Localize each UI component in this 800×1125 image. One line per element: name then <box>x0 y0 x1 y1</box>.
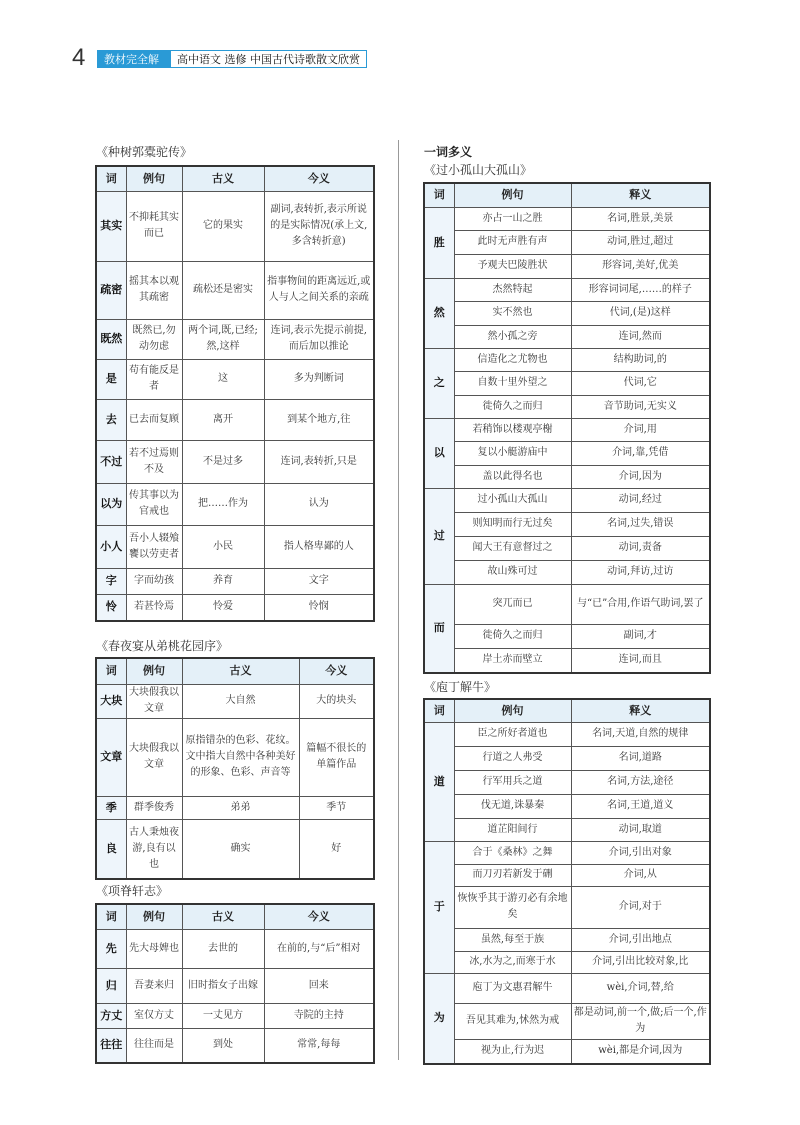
meaning-cell: 代词,它 <box>571 371 710 395</box>
table-row <box>424 488 710 512</box>
ancient-meaning-cell: 到处 <box>182 1028 264 1063</box>
column-header: 词 <box>96 904 126 929</box>
modern-meaning-cell: 季节 <box>299 796 374 819</box>
example-cell: 闻大王有意督过之 <box>454 536 571 560</box>
table-row <box>96 359 374 399</box>
example-cell: 信造化之尤物也 <box>454 348 571 371</box>
table-row <box>424 230 710 254</box>
table-row <box>424 864 710 886</box>
word-cell: 既然 <box>96 319 126 359</box>
example-cell: 盖以此得名也 <box>454 465 571 488</box>
meaning-cell: 动词,胜过,超过 <box>571 230 710 254</box>
modern-meaning-cell: 认为 <box>264 483 374 525</box>
table-row <box>424 1039 710 1064</box>
table-row <box>96 525 374 568</box>
example-cell: 予观夫巴陵胜状 <box>454 254 571 278</box>
example-cell: 吾小人辍飧饔以劳吏者 <box>126 525 182 568</box>
example-cell: 此时无声胜有声 <box>454 230 571 254</box>
modern-meaning-cell: 指人格卑鄙的人 <box>264 525 374 568</box>
table-row <box>424 418 710 441</box>
vocab-table <box>95 903 375 1064</box>
example-cell: 往往而是 <box>126 1028 182 1063</box>
example-cell: 若不过焉则不及 <box>126 440 182 483</box>
table-row <box>424 441 710 465</box>
example-cell: 则知明而行无过矣 <box>454 512 571 536</box>
table-row <box>96 718 374 796</box>
word-cell: 然 <box>424 278 454 348</box>
ancient-meaning-cell: 两个词,既,已经;然,这样 <box>182 319 264 359</box>
table-row <box>96 319 374 359</box>
meaning-cell: 副词,才 <box>571 624 710 648</box>
example-cell: 吾妻来归 <box>126 968 182 1003</box>
example-cell: 虽然,每至于族 <box>454 928 571 951</box>
table-row <box>424 624 710 648</box>
modern-meaning-cell: 副词,表转折,表示所说的是实际情况(承上文,多含转折意) <box>264 191 374 261</box>
word-cell: 其实 <box>96 191 126 261</box>
modern-meaning-cell: 到某个地方,往 <box>264 399 374 440</box>
column-header: 古义 <box>182 166 264 191</box>
table-row <box>96 684 374 718</box>
meaning-cell: 代词,(是)这样 <box>571 301 710 325</box>
table-row <box>424 536 710 560</box>
word-cell: 不过 <box>96 440 126 483</box>
example-cell: 杰然特起 <box>454 278 571 301</box>
ancient-meaning-cell: 不是过多 <box>182 440 264 483</box>
word-cell: 方丈 <box>96 1003 126 1028</box>
table-row <box>424 301 710 325</box>
table-row <box>424 841 710 864</box>
example-cell: 大块假我以文章 <box>126 684 182 718</box>
word-cell: 为 <box>424 973 454 1064</box>
word-cell: 字 <box>96 568 126 594</box>
table-row <box>96 440 374 483</box>
table-row <box>96 968 374 1003</box>
meaning-cell: 介词,从 <box>571 864 710 886</box>
ancient-meaning-cell: 旧时指女子出嫁 <box>182 968 264 1003</box>
example-cell: 行道之人弗受 <box>454 746 571 770</box>
table-row <box>96 796 374 819</box>
table-row <box>424 348 710 371</box>
meaning-cell: 动词,经过 <box>571 488 710 512</box>
modern-meaning-cell: 寺院的主持 <box>264 1003 374 1028</box>
table-row <box>96 929 374 968</box>
table-row <box>424 818 710 841</box>
meaning-cell: 形容词,美好,优美 <box>571 254 710 278</box>
example-cell: 群季俊秀 <box>126 796 182 819</box>
meaning-cell: 名词,胜景,美景 <box>571 207 710 230</box>
table-row <box>424 325 710 348</box>
table-header-row <box>424 699 710 722</box>
column-header: 例句 <box>454 699 571 722</box>
table-row <box>424 278 710 301</box>
word-cell: 往往 <box>96 1028 126 1063</box>
word-cell: 季 <box>96 796 126 819</box>
meaning-cell: 介词,用 <box>571 418 710 441</box>
word-cell: 先 <box>96 929 126 968</box>
book-title: 高中语文 选修 中国古代诗歌散文欣赏 <box>177 53 360 66</box>
example-cell: 字而幼孩 <box>126 568 182 594</box>
table-row <box>96 261 374 319</box>
meaning-cell: 名词,过失,错误 <box>571 512 710 536</box>
word-cell: 大块 <box>96 684 126 718</box>
table-row <box>424 722 710 746</box>
word-cell: 归 <box>96 968 126 1003</box>
meaning-cell: 音节助词,无实义 <box>571 395 710 418</box>
modern-meaning-cell: 篇幅不很长的单篇作品 <box>299 718 374 796</box>
table-row <box>96 483 374 525</box>
modern-meaning-cell: 连词,表示先提示前提,而后加以推论 <box>264 319 374 359</box>
example-cell: 合于《桑林》之舞 <box>454 841 571 864</box>
table-row <box>424 648 710 673</box>
example-cell: 实不然也 <box>454 301 571 325</box>
modern-meaning-cell: 怜悯 <box>264 594 374 621</box>
word-cell: 怜 <box>96 594 126 621</box>
modern-meaning-cell: 在前的,与“后”相对 <box>264 929 374 968</box>
ancient-meaning-cell: 去世的 <box>182 929 264 968</box>
column-header: 词 <box>424 183 454 207</box>
table-header-row <box>96 166 374 191</box>
table-title: 《庖丁解牛》 <box>424 680 497 694</box>
table-header-row <box>96 658 374 684</box>
example-cell: 自数十里外望之 <box>454 371 571 395</box>
word-cell: 道 <box>424 722 454 841</box>
example-cell: 而刀刃若新发于硎 <box>454 864 571 886</box>
modern-meaning-cell: 多为判断词 <box>264 359 374 399</box>
example-cell: 先大母婢也 <box>126 929 182 968</box>
word-cell: 于 <box>424 841 454 973</box>
example-cell: 亦占一山之胜 <box>454 207 571 230</box>
table-row <box>96 1028 374 1063</box>
word-cell: 小人 <box>96 525 126 568</box>
table-row <box>424 371 710 395</box>
word-cell: 文章 <box>96 718 126 796</box>
example-cell: 徙倚久之而归 <box>454 395 571 418</box>
meaning-cell: 结构助词,的 <box>571 348 710 371</box>
table-row <box>96 399 374 440</box>
example-cell: 故山殊可过 <box>454 560 571 584</box>
example-cell: 视为止,行为迟 <box>454 1039 571 1064</box>
section-title: 一词多义 <box>424 145 473 159</box>
example-cell: 古人秉烛夜游,良有以也 <box>126 819 182 879</box>
table-row <box>424 928 710 951</box>
example-cell: 冰,水为之,而寒于水 <box>454 951 571 973</box>
meaning-cell: wèi,介词,替,给 <box>571 973 710 1003</box>
column-header: 释义 <box>571 183 710 207</box>
modern-meaning-cell: 大的块头 <box>299 684 374 718</box>
column-divider <box>398 140 399 1060</box>
example-cell: 复以小艇游庙中 <box>454 441 571 465</box>
ancient-meaning-cell: 一丈见方 <box>182 1003 264 1028</box>
table-row <box>96 568 374 594</box>
meaning-cell: 介词,对于 <box>571 886 710 928</box>
word-cell: 以 <box>424 418 454 488</box>
example-cell: 室仅方丈 <box>126 1003 182 1028</box>
table-row <box>424 746 710 770</box>
meaning-cell: 名词,天道,自然的规律 <box>571 722 710 746</box>
example-cell: 既然已,勿动勿虑 <box>126 319 182 359</box>
column-header: 词 <box>96 166 126 191</box>
column-header: 今义 <box>299 658 374 684</box>
meaning-cell: 动词,拜访,过访 <box>571 560 710 584</box>
example-cell: 若甚怜焉 <box>126 594 182 621</box>
table-row <box>424 254 710 278</box>
meaning-cell: 连词,然而 <box>571 325 710 348</box>
table-row <box>424 770 710 794</box>
example-cell: 摇其本以观其疏密 <box>126 261 182 319</box>
ancient-meaning-cell: 这 <box>182 359 264 399</box>
meaning-cell: wèi,都是介词,因为 <box>571 1039 710 1064</box>
meaning-cell: 动词,责备 <box>571 536 710 560</box>
column-header: 词 <box>96 658 126 684</box>
table-row <box>424 1003 710 1039</box>
table-row <box>424 886 710 928</box>
meaning-cell: 介词,引出对象 <box>571 841 710 864</box>
vocab-table <box>95 657 375 880</box>
table-row <box>96 594 374 621</box>
table-row <box>424 395 710 418</box>
word-cell: 去 <box>96 399 126 440</box>
meaning-cell: 形容词词尾,……的样子 <box>571 278 710 301</box>
table-row <box>424 207 710 230</box>
modern-meaning-cell: 指事物间的距离远近,或人与人之间关系的亲疏 <box>264 261 374 319</box>
example-cell: 然小孤之旁 <box>454 325 571 348</box>
example-cell: 吾见其难为,怵然为戒 <box>454 1003 571 1039</box>
modern-meaning-cell: 连词,表转折,只是 <box>264 440 374 483</box>
meaning-cell: 连词,而且 <box>571 648 710 673</box>
ancient-meaning-cell: 确实 <box>182 819 299 879</box>
word-cell: 疏密 <box>96 261 126 319</box>
column-header: 释义 <box>571 699 710 722</box>
column-header: 例句 <box>126 166 182 191</box>
example-cell: 已去而复顾 <box>126 399 182 440</box>
ancient-meaning-cell: 离开 <box>182 399 264 440</box>
table-row <box>424 794 710 818</box>
example-cell: 不抑耗其实而已 <box>126 191 182 261</box>
series-label: 教材完全解读 <box>98 51 171 67</box>
example-cell: 庖丁为文惠君解牛 <box>454 973 571 1003</box>
ancient-meaning-cell: 怜爱 <box>182 594 264 621</box>
meaning-cell: 介词,因为 <box>571 465 710 488</box>
modern-meaning-cell: 回来 <box>264 968 374 1003</box>
meaning-cell: 名词,方法,途径 <box>571 770 710 794</box>
example-cell: 岸土赤而壁立 <box>454 648 571 673</box>
modern-meaning-cell: 常常,每每 <box>264 1028 374 1063</box>
ancient-meaning-cell: 把……作为 <box>182 483 264 525</box>
meaning-cell: 名词,道路 <box>571 746 710 770</box>
example-cell: 突兀而已 <box>454 584 571 624</box>
column-header: 例句 <box>454 183 571 207</box>
ancient-meaning-cell: 小民 <box>182 525 264 568</box>
meaning-cell: 动词,取道 <box>571 818 710 841</box>
word-cell: 以为 <box>96 483 126 525</box>
column-header: 古义 <box>182 658 299 684</box>
column-header: 今义 <box>264 904 374 929</box>
polysemy-table <box>423 698 711 1065</box>
table-row <box>424 560 710 584</box>
modern-meaning-cell: 好 <box>299 819 374 879</box>
meaning-cell: 与“已”合用,作语气助词,罢了 <box>571 584 710 624</box>
word-cell: 胜 <box>424 207 454 278</box>
word-cell: 而 <box>424 584 454 673</box>
meaning-cell: 介词,引出比较对象,比 <box>571 951 710 973</box>
table-row <box>424 512 710 536</box>
table-row <box>96 819 374 879</box>
example-cell: 过小孤山大孤山 <box>454 488 571 512</box>
table-row <box>424 584 710 624</box>
table-header-row <box>96 904 374 929</box>
example-cell: 臣之所好者道也 <box>454 722 571 746</box>
example-cell: 若稍饰以楼观亭榭 <box>454 418 571 441</box>
ancient-meaning-cell: 它的果实 <box>182 191 264 261</box>
vocab-table <box>95 165 375 622</box>
running-header <box>97 50 367 84</box>
table-row <box>424 951 710 973</box>
example-cell: 大块假我以文章 <box>126 718 182 796</box>
column-header: 词 <box>424 699 454 722</box>
ancient-meaning-cell: 原指错杂的色彩、花纹。文中指大自然中各种美好的形象、色彩、声音等 <box>182 718 299 796</box>
example-cell: 苟有能反是者 <box>126 359 182 399</box>
column-header: 例句 <box>126 658 182 684</box>
example-cell: 道芷阳间行 <box>454 818 571 841</box>
ancient-meaning-cell: 养育 <box>182 568 264 594</box>
page-number: 4 <box>72 44 86 71</box>
table-row <box>96 191 374 261</box>
table-row <box>424 465 710 488</box>
column-header: 例句 <box>126 904 182 929</box>
modern-meaning-cell: 文字 <box>264 568 374 594</box>
table-title: 《项脊轩志》 <box>96 884 169 898</box>
word-cell: 过 <box>424 488 454 584</box>
example-cell: 传其事以为官戒也 <box>126 483 182 525</box>
polysemy-table <box>423 182 711 674</box>
word-cell: 良 <box>96 819 126 879</box>
table-header-row <box>424 183 710 207</box>
ancient-meaning-cell: 大自然 <box>182 684 299 718</box>
word-cell: 是 <box>96 359 126 399</box>
ancient-meaning-cell: 疏松还是密实 <box>182 261 264 319</box>
column-header: 今义 <box>264 166 374 191</box>
table-row <box>424 973 710 1003</box>
meaning-cell: 介词,靠,凭借 <box>571 441 710 465</box>
column-header: 古义 <box>182 904 264 929</box>
example-cell: 伐无道,诛暴秦 <box>454 794 571 818</box>
meaning-cell: 名词,王道,道义 <box>571 794 710 818</box>
table-title: 《过小孤山大孤山》 <box>424 163 533 177</box>
table-row <box>96 1003 374 1028</box>
meaning-cell: 介词,引出地点 <box>571 928 710 951</box>
example-cell: 徙倚久之而归 <box>454 624 571 648</box>
ancient-meaning-cell: 弟弟 <box>182 796 299 819</box>
table-title: 《种树郭橐驼传》 <box>96 145 193 159</box>
word-cell: 之 <box>424 348 454 418</box>
table-title: 《春夜宴从弟桃花园序》 <box>96 639 229 653</box>
meaning-cell: 都是动词,前一个,做;后一个,作为 <box>571 1003 710 1039</box>
example-cell: 行军用兵之道 <box>454 770 571 794</box>
example-cell: 恢恢乎其于游刃必有余地矣 <box>454 886 571 928</box>
